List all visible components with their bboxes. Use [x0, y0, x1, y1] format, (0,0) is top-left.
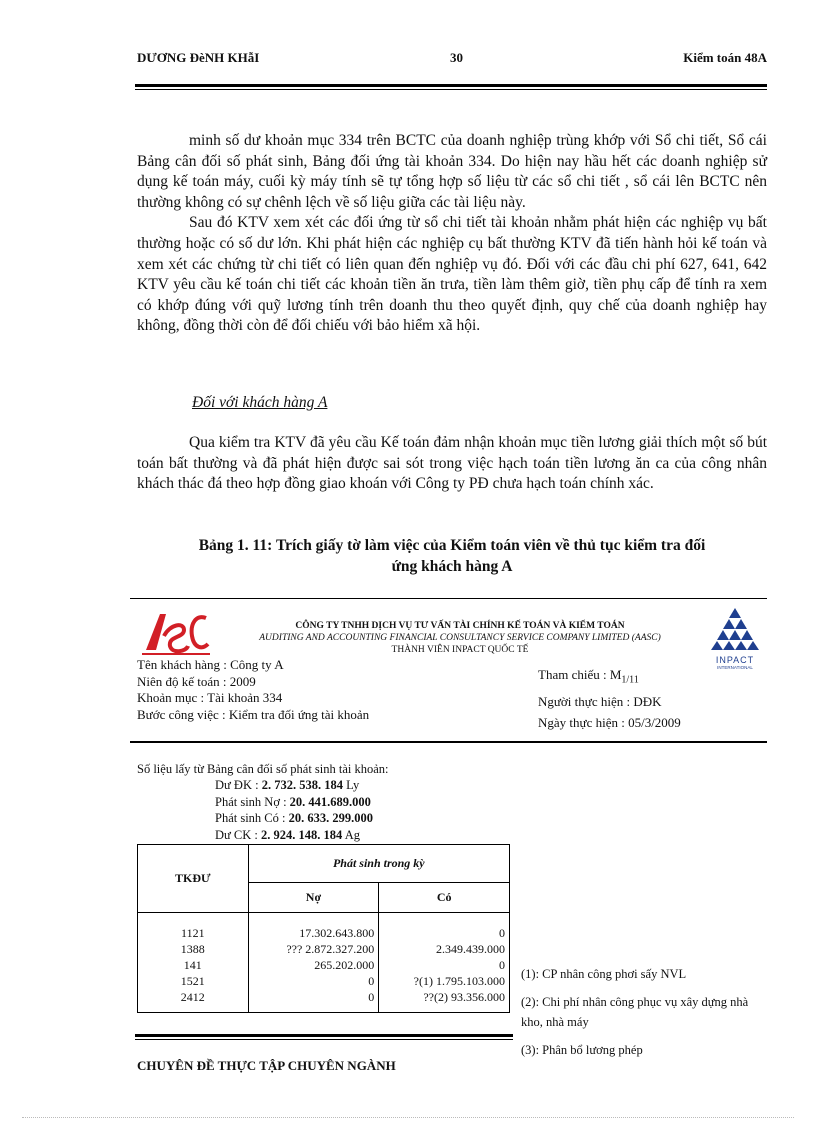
footer-rule — [135, 1034, 513, 1037]
balances-intro: Số liệu lấy từ Bảng cân đối số phát sinh tài khoản: — [137, 762, 389, 776]
company-name-vn: CÔNG TY TNHH DỊCH VỤ TƯ VẤN TÀI CHÍNH KẾ TOÁN VÀ KIỂM TOÁN — [295, 621, 625, 631]
workpaper-info-left — [137, 657, 369, 723]
col-credit-header: Có — [379, 883, 510, 913]
table-caption — [137, 535, 767, 577]
footer-text: CHUYÊN ĐỀ THỰC TẬP CHUYÊN NGÀNH — [137, 1058, 396, 1073]
paragraph-3-block — [137, 433, 767, 495]
inpact-label: INPACT — [715, 655, 755, 665]
body-text — [137, 131, 767, 337]
header-rule — [135, 84, 767, 87]
credit-cell — [379, 913, 510, 1013]
notes-block — [521, 964, 771, 1060]
credit-1521: ?(1) 1.795.103.000 — [413, 974, 505, 988]
subheading: Đối với khách hàng A — [192, 394, 328, 411]
balances-block — [215, 777, 373, 843]
note-1: (1): CP nhân công phơi sấy NVL — [521, 967, 687, 981]
caption-line-2: ứng khách hàng A — [391, 558, 513, 575]
workpaper-top-rule — [130, 598, 767, 599]
reference-sub: 1/11 — [621, 674, 639, 686]
credit-141: 0 — [499, 958, 505, 972]
credit-1121: 0 — [499, 926, 505, 940]
company-logo — [140, 606, 212, 658]
page-edge — [22, 1117, 794, 1118]
col-group-header: Phát sinh trong kỳ — [248, 845, 509, 883]
col-debit-header: Nợ — [248, 883, 379, 913]
note-2: (2): Chi phí nhân công phục vụ xây dựng nhà kho, nhà máy — [521, 995, 749, 1029]
debit-value: 20. 441.689.000 — [289, 794, 371, 809]
header-rule-thin — [135, 89, 767, 90]
account-1121: 1121 — [181, 926, 205, 940]
account-cell — [138, 913, 249, 1013]
header-class: Kiểm toán 48A — [683, 50, 767, 65]
fiscal-period: Niên độ kế toán : 2009 — [137, 673, 256, 689]
paragraph-1: minh số dư khoản mục 334 trên BCTC của doanh nghiệp trùng khớp với Sổ chi tiết, Sổ cái Bảng cân đối số phát sinh, Bảng đối ứng tài khoản 334. Do hiện nay hầu hết các doanh nghiệp sử dụng kế toán máy, cuối kỳ máy tính sẽ tự tổng hợp số liệu từ các sổ chi tiết , sổ cái lên BCTC nên thường không có sự chênh lệch về số liệu giữa các tài liệu này. — [137, 132, 767, 211]
credit-value: 20. 633. 299.000 — [288, 811, 373, 825]
debit-2412: 0 — [368, 990, 375, 1004]
debit-total: Phát sinh Nợ : 20. 441.689.000 — [215, 794, 371, 809]
workpaper-mid-rule — [130, 741, 767, 743]
caption-line-1: Bảng 1. 11: Trích giấy tờ làm việc của Kiểm toán viên về thủ tục kiểm tra đối — [198, 537, 706, 554]
header-author: DƯƠNG ĐèNH KHẫI — [137, 50, 260, 65]
debit-1388: ??? 2.872.327.200 — [286, 942, 375, 956]
opening-balance: Dư ĐK : 2. 732. 538. 184 Ly — [215, 778, 360, 792]
asc-logo-icon — [140, 606, 212, 658]
credit-1388: 2.349.439.000 — [436, 942, 505, 956]
credit-2412: ??(2) 93.356.000 — [423, 990, 505, 1004]
reference — [538, 664, 681, 691]
client-name: Tên khách hàng : Công ty A — [137, 657, 284, 672]
closing-value: 2. 924. 148. 184 — [261, 827, 343, 842]
debit-1121: 17.302.643.800 — [299, 926, 375, 940]
account-1388: 1388 — [180, 942, 205, 956]
company-name-en: AUDITING AND ACCOUNTING FINANCIAL CONSULTANCY SERVICE COMPANY LIMITED (AASC) — [259, 633, 661, 643]
inpact-logo — [707, 606, 763, 670]
closing-balance: Dư CK : 2. 924. 148. 184 Ag — [215, 827, 360, 842]
credit-total: Phát sinh Có : 20. 633. 299.000 — [215, 811, 373, 825]
account-item: Khoản mục : Tài khoản 334 — [137, 690, 283, 705]
account-2412: 2412 — [180, 990, 205, 1004]
company-member: THÀNH VIÊN INPACT QUỐC TẾ — [391, 645, 529, 655]
debit-141: 265.202.000 — [314, 958, 375, 972]
paragraph-2: Sau đó KTV xem xét các đối ứng từ sổ chi tiết tài khoản nhằm phát hiện các nghiệp vụ bất thường hoặc có số dư lớn. Khi phát hiện các nghiệp cụ bất thường KTV đã tiến hành hỏi kế toán và xem xét các chứng từ chi tiết có liên quan đến nghiệp vụ đó. Đối với các đầu chi phí 627, 641, 642 KTV yêu cầu kế toán chi tiết các khoản tiền ăn trưa, tiền làm thêm giờ, tiền phụ cấp để tính ra xem có khớp đúng với quỹ lương tính trên doanh thu theo quyết định, quy chế của doanh nghiệp hay không, đồng thời còn để đối chiếu với bảo hiểm xã hội. — [137, 214, 767, 335]
account-141: 141 — [183, 958, 202, 972]
col-account-header: TKĐƯ — [138, 845, 249, 913]
table-body-row — [138, 913, 510, 1013]
debit-cell — [248, 913, 379, 1013]
account-1521: 1521 — [180, 974, 205, 988]
work-step: Bước công việc : Kiểm tra đối ứng tài khoản — [137, 706, 370, 722]
debit-1521: 0 — [368, 974, 375, 988]
workpaper-info-right — [538, 664, 681, 733]
paragraph-3: Qua kiểm tra KTV đã yêu cầu Kế toán đảm nhận khoản mục tiền lương giải thích một số bút toán bất thường và đã phát hiện được sai sót trong việc hạch toán tiền lương ăn ca của công nhân khách thác đá theo hợp đồng giao khoán với Công ty PĐ chưa hạch toán chính xác. — [137, 434, 767, 493]
page-number: 30 — [450, 50, 463, 65]
performer: Người thực hiện : DĐK — [538, 693, 662, 709]
perform-date: Ngày thực hiện : 05/3/2009 — [538, 714, 681, 730]
inpact-sublabel: INTERNATIONAL — [717, 665, 753, 670]
footer-rule-thin — [135, 1039, 513, 1040]
reconciliation-table — [137, 844, 510, 1013]
company-block — [215, 620, 705, 656]
note-3: (3): Phân bổ lương phép — [521, 1043, 643, 1057]
reference-label: Tham chiếu : M — [538, 667, 622, 682]
inpact-triangle-icon — [707, 606, 763, 650]
opening-value: 2. 732. 538. 184 — [261, 778, 343, 792]
